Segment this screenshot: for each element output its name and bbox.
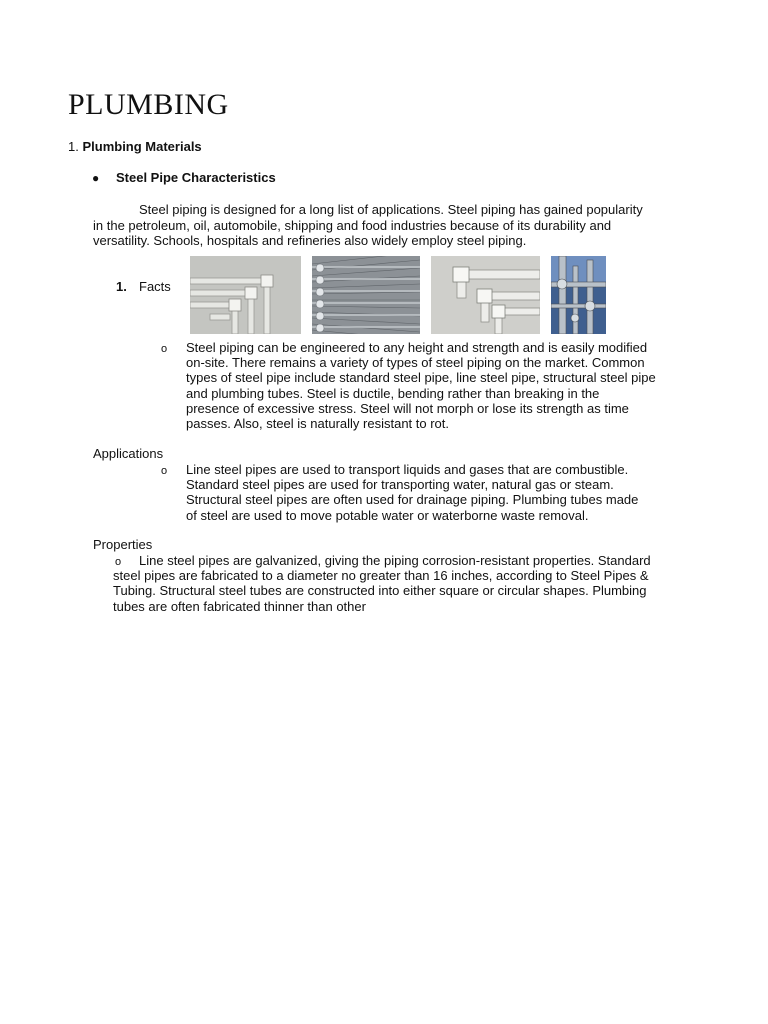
section-heading (68, 139, 202, 154)
intro-text: Steel piping is designed for a long list of applications. Steel piping has gained popularity in the petroleum, oil, automobile, shipping and food industries because of its durability and versatility. Schools, hospitals and refineries also widely employ steel piping. (93, 202, 643, 248)
applications-label: Applications (93, 446, 164, 461)
section-number: 1. (68, 139, 79, 154)
bullet-heading-text: Steel Pipe Characteristics (116, 170, 276, 185)
section-title: Plumbing Materials (82, 139, 202, 154)
properties-sub-bullet-icon: o (115, 556, 122, 568)
properties-text: Line steel pipes are galvanized, giving the piping corrosion-resistant properties. Standard steel pipes are fabricated to a diameter no greater than 16 inches, according to Steel Pipes & Tubing. Structural steel tubes are constructed into either square or circular shapes. Plumbing tubes are often fabricated thinner than other (113, 553, 651, 614)
facts-sub-bullet-icon: o (161, 343, 168, 355)
pipe-photo-2 (312, 256, 420, 334)
facts-number: 1. (116, 279, 127, 294)
properties-label: Properties (93, 537, 153, 552)
bullet-dot-icon: ● (92, 171, 100, 185)
pipe-photo-3 (431, 256, 540, 334)
page-title: PLUMBING (68, 88, 229, 121)
pipe-photo-1 (190, 256, 301, 334)
bullet-heading (92, 170, 276, 185)
facts-label: Facts (139, 279, 171, 294)
facts-heading (116, 279, 171, 294)
pipe-photo-4 (551, 256, 606, 334)
intro-paragraph (93, 202, 648, 249)
applications-text: Line steel pipes are used to transport liquids and gases that are combustible. Standard steel pipes are used for transporting water, natural gas or steam. Structural steel pipes are often used for drainage piping. Plumbing tubes made of steel are used to move potable water or waterborne waste removal. (186, 462, 639, 523)
facts-text: Steel piping can be engineered to any height and strength and is easily modified on-site. There remains a variety of types of steel piping on the market. Common types of steel pipe include standard steel pipe, line steel pipe, structural steel pipe and plumbing tubes. Steel is ductile, bending rather than breaking in the presence of excessive stress. Steel will not morph or lose its strength as time passes. Also, steel is naturally resistant to rot. (186, 340, 656, 432)
applications-sub-bullet-icon: o (161, 465, 168, 477)
